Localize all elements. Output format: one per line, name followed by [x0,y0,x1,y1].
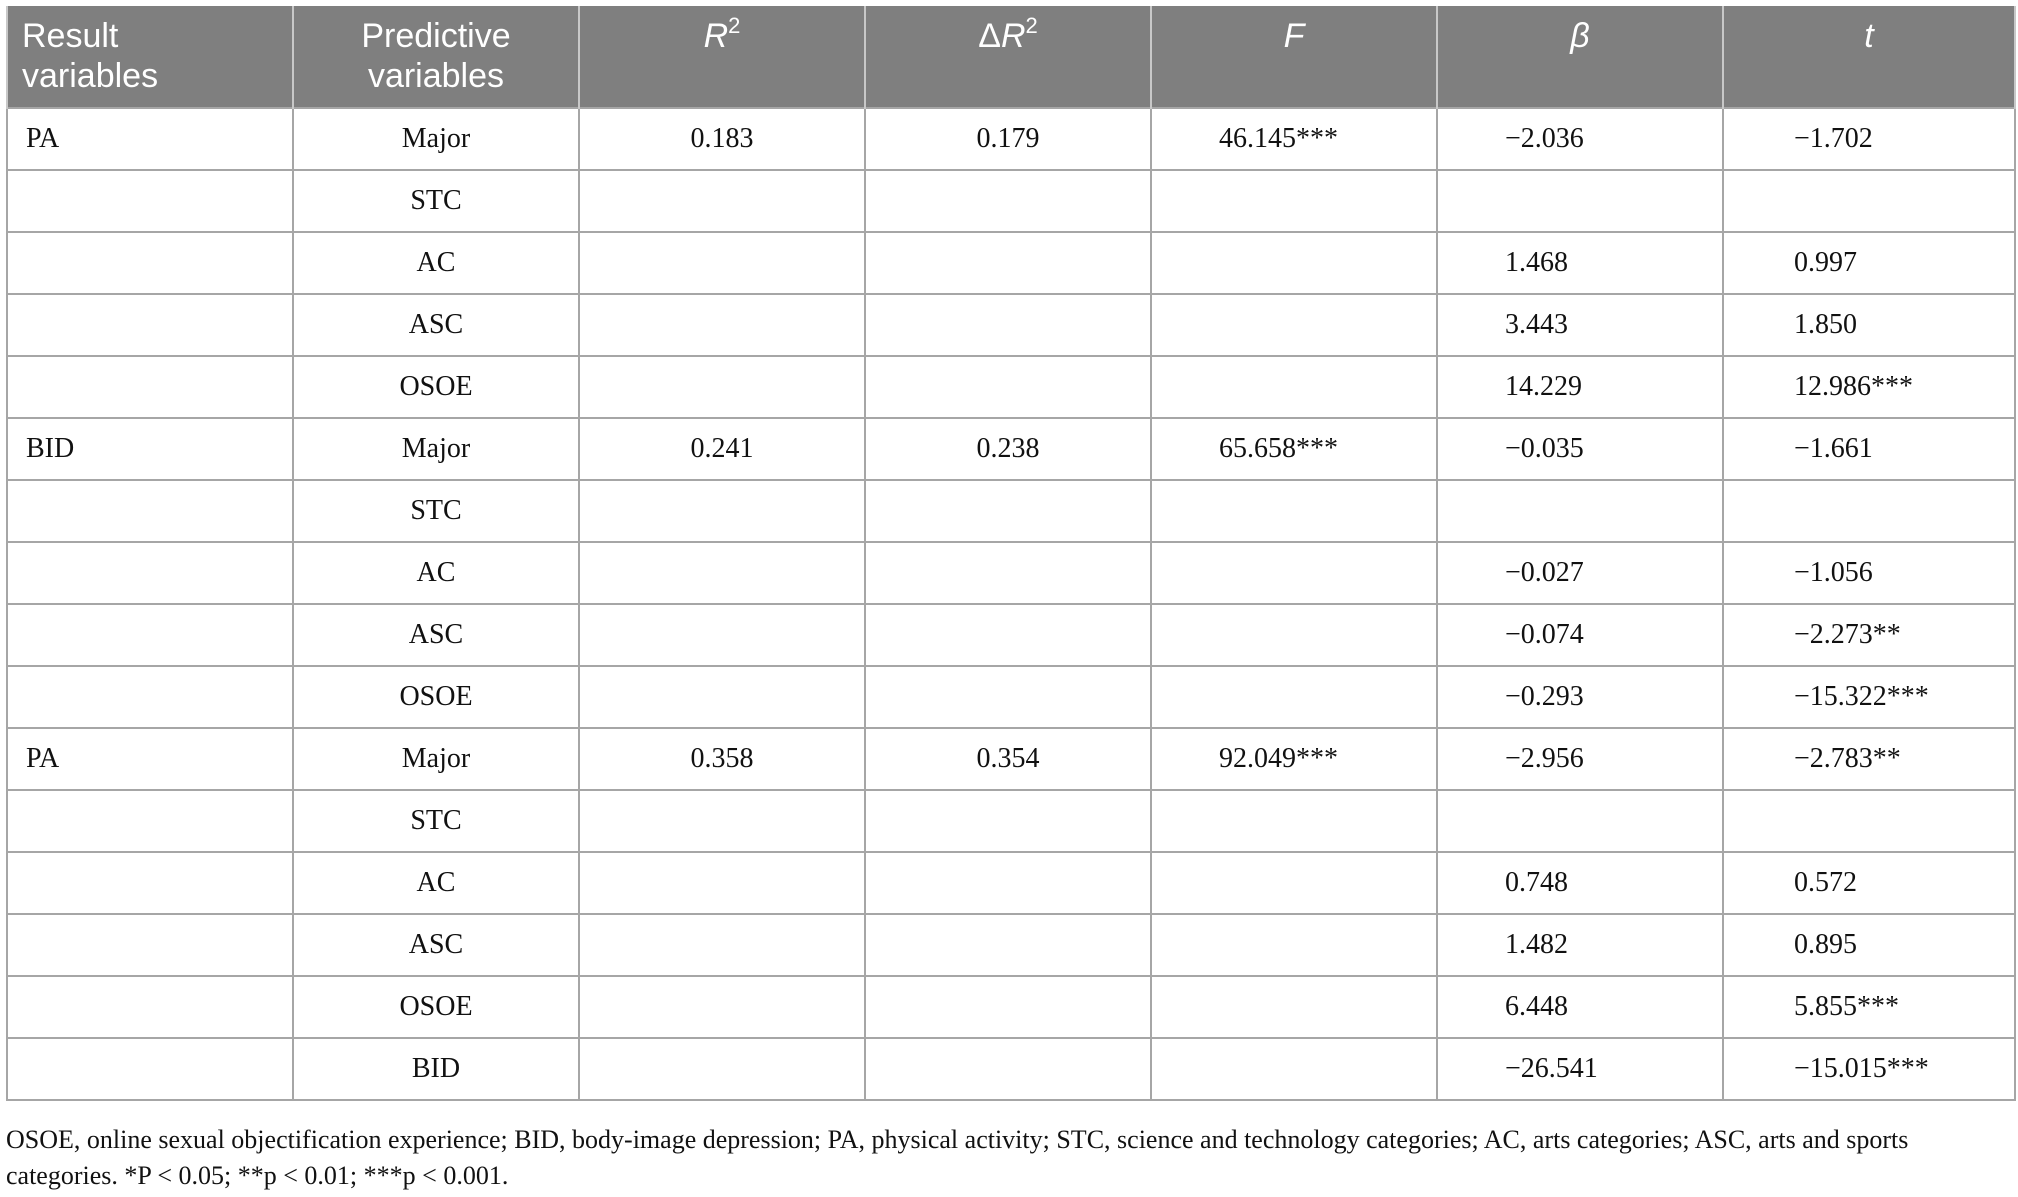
cell-predictive-variable [293,976,579,1038]
table-row [7,418,2015,480]
cell-r-squared-text: 0.183 [690,123,754,154]
cell-delta-r-squared [865,294,1151,356]
cell-beta-text: −2.956 [1505,743,1584,774]
regression-table-container [6,6,2014,1101]
header-f [1151,6,1437,108]
cell-predictive-variable [293,356,579,418]
cell-r-squared-text: 0.358 [690,743,754,774]
cell-result-variable [7,666,293,728]
cell-beta [1437,852,1723,914]
cell-predictive-variable-text: STC [410,185,462,216]
cell-predictive-variable [293,790,579,852]
cell-beta [1437,604,1723,666]
cell-predictive-variable-text: STC [410,495,462,526]
cell-f-value [1151,914,1437,976]
table-footnote [6,1122,2014,1194]
cell-f-value [1151,790,1437,852]
cell-beta [1437,294,1723,356]
header-f-symbol: F [1283,17,1305,55]
cell-r-squared [579,108,865,170]
cell-beta-text: −2.036 [1505,123,1584,154]
cell-result-variable [7,976,293,1038]
header-beta-symbol: β [1570,17,1590,55]
cell-t-value [1723,356,2015,418]
cell-delta-r-squared-text: 0.238 [976,433,1040,464]
cell-beta [1437,170,1723,232]
header-delta-r-sup: 2 [1025,13,1038,38]
header-result-line: Result variables [22,17,159,95]
cell-r-squared [579,976,865,1038]
cell-predictive-variable [293,170,579,232]
cell-r-squared [579,294,865,356]
cell-t-value-text: −15.015*** [1794,1053,1929,1084]
cell-predictive-variable-text: AC [416,557,456,588]
cell-t-value [1723,604,2015,666]
cell-beta [1437,666,1723,728]
cell-delta-r-squared [865,542,1151,604]
cell-r-squared [579,356,865,418]
regression-table [6,6,2016,1101]
cell-f-value [1151,294,1437,356]
cell-r-squared [579,170,865,232]
cell-t-value-text: −2.783** [1794,743,1901,774]
cell-delta-r-squared [865,232,1151,294]
cell-predictive-variable [293,666,579,728]
cell-predictive-variable-text: OSOE [399,991,473,1022]
cell-delta-r-squared-text: 0.179 [976,123,1040,154]
cell-delta-r-squared [865,790,1151,852]
table-row [7,976,2015,1038]
cell-f-value [1151,976,1437,1038]
cell-result-variable [7,170,293,232]
footnote-line-2: categories. *P < 0.05; **p < 0.01; ***p < 0.001. [6,1161,509,1190]
cell-f-value-text: 65.658*** [1219,433,1338,464]
cell-beta-text: −0.035 [1505,433,1584,464]
cell-beta-text: 6.448 [1505,991,1568,1022]
cell-predictive-variable-text: AC [416,247,456,278]
cell-beta-text: 0.748 [1505,867,1568,898]
cell-beta [1437,356,1723,418]
cell-t-value [1723,852,2015,914]
cell-beta [1437,1038,1723,1100]
header-delta-symbol: Δ [978,17,1001,55]
header-delta-r-symbol: R [1000,17,1026,55]
table-body [7,108,2015,1100]
cell-r-squared [579,232,865,294]
cell-predictive-variable-text: Major [401,433,471,464]
cell-r-squared-text: 0.241 [690,433,754,464]
table-row [7,852,2015,914]
cell-result-variable [7,294,293,356]
cell-result-variable [7,852,293,914]
cell-t-value-text: 0.572 [1794,867,1857,898]
cell-t-value-text: 12.986*** [1794,371,1913,402]
table-row [7,790,2015,852]
cell-beta-text: −0.027 [1505,557,1584,588]
header-beta [1437,6,1723,108]
header-r-squared [579,6,865,108]
cell-r-squared [579,418,865,480]
cell-f-value [1151,480,1437,542]
cell-result-variable [7,1038,293,1100]
cell-f-value [1151,232,1437,294]
cell-beta-text: −26.541 [1505,1053,1598,1084]
cell-predictive-variable-text: OSOE [399,681,473,712]
cell-r-squared [579,790,865,852]
cell-r-squared [579,852,865,914]
cell-result-variable [7,790,293,852]
cell-r-squared [579,542,865,604]
header-r-squared-sup: 2 [728,13,741,38]
cell-t-value [1723,480,2015,542]
cell-beta [1437,418,1723,480]
cell-f-value [1151,852,1437,914]
cell-result-variable-text: PA [26,123,60,154]
table-row [7,170,2015,232]
cell-f-value [1151,170,1437,232]
cell-predictive-variable-text: ASC [408,929,464,960]
table-row [7,480,2015,542]
cell-t-value-text: −15.322*** [1794,681,1929,712]
cell-t-value [1723,1038,2015,1100]
cell-beta-text: 3.443 [1505,309,1568,340]
cell-beta-text: 14.229 [1505,371,1582,402]
cell-t-value [1723,976,2015,1038]
cell-f-value [1151,728,1437,790]
cell-result-variable [7,728,293,790]
cell-r-squared [579,728,865,790]
cell-t-value [1723,790,2015,852]
table-row [7,666,2015,728]
cell-delta-r-squared [865,1038,1151,1100]
cell-predictive-variable [293,108,579,170]
cell-delta-r-squared [865,480,1151,542]
cell-result-variable [7,108,293,170]
table-row [7,604,2015,666]
cell-f-value-text: 46.145*** [1219,123,1338,154]
cell-t-value-text: 5.855*** [1794,991,1899,1022]
cell-f-value [1151,542,1437,604]
cell-t-value-text: −1.661 [1794,433,1873,464]
cell-f-value [1151,604,1437,666]
cell-result-variable [7,356,293,418]
cell-predictive-variable [293,914,579,976]
header-t-symbol: t [1864,17,1874,55]
cell-r-squared [579,914,865,976]
cell-delta-r-squared [865,604,1151,666]
cell-delta-r-squared [865,356,1151,418]
cell-predictive-variable-text: Major [401,123,471,154]
cell-delta-r-squared [865,666,1151,728]
cell-f-value [1151,108,1437,170]
cell-beta-text: 1.468 [1505,247,1568,278]
cell-result-variable [7,914,293,976]
table-row [7,294,2015,356]
cell-result-variable [7,604,293,666]
table-row [7,1038,2015,1100]
cell-t-value-text: 0.895 [1794,929,1857,960]
cell-predictive-variable [293,294,579,356]
header-r-squared-symbol: R [703,17,729,55]
cell-beta [1437,976,1723,1038]
cell-t-value [1723,914,2015,976]
cell-beta [1437,914,1723,976]
cell-t-value [1723,418,2015,480]
header-result-variables [7,6,293,108]
cell-t-value-text: −2.273** [1794,619,1901,650]
table-row [7,542,2015,604]
footnote-line-1: OSOE, online sexual objectification experience; BID, body-image depression; PA, physical activity; STC, science and technology categories; AC, arts categories; ASC, arts and sports [6,1125,1909,1154]
cell-predictive-variable [293,480,579,542]
cell-beta-text: −0.293 [1505,681,1584,712]
header-predictive-variables [293,6,579,108]
cell-f-value [1151,666,1437,728]
cell-delta-r-squared [865,108,1151,170]
cell-result-variable-text: BID [26,433,75,464]
header-row [7,6,2015,108]
cell-t-value-text: −1.702 [1794,123,1873,154]
header-predictive-line: Predictive variables [361,17,511,95]
cell-result-variable [7,542,293,604]
table-row [7,232,2015,294]
cell-predictive-variable [293,604,579,666]
cell-delta-r-squared [865,728,1151,790]
cell-r-squared [579,1038,865,1100]
cell-t-value [1723,294,2015,356]
cell-beta [1437,232,1723,294]
cell-predictive-variable-text: BID [411,1053,461,1084]
cell-result-variable-text: PA [26,743,60,774]
cell-predictive-variable [293,232,579,294]
cell-predictive-variable-text: ASC [408,309,464,340]
cell-t-value [1723,232,2015,294]
cell-predictive-variable-text: OSOE [399,371,473,402]
cell-t-value-text: −1.056 [1794,557,1873,588]
cell-delta-r-squared [865,170,1151,232]
cell-delta-r-squared [865,852,1151,914]
cell-r-squared [579,604,865,666]
cell-r-squared [579,480,865,542]
cell-f-value [1151,418,1437,480]
cell-t-value [1723,108,2015,170]
cell-beta-text: 1.482 [1505,929,1568,960]
cell-f-value [1151,1038,1437,1100]
cell-t-value-text: 1.850 [1794,309,1857,340]
cell-delta-r-squared [865,976,1151,1038]
cell-predictive-variable [293,418,579,480]
cell-t-value [1723,666,2015,728]
cell-beta [1437,108,1723,170]
cell-beta [1437,480,1723,542]
cell-beta [1437,542,1723,604]
table-header [7,6,2015,108]
cell-result-variable [7,418,293,480]
cell-t-value [1723,170,2015,232]
cell-delta-r-squared [865,418,1151,480]
cell-predictive-variable-text: ASC [408,619,464,650]
cell-predictive-variable [293,728,579,790]
table-row [7,914,2015,976]
header-delta-r-squared [865,6,1151,108]
cell-result-variable [7,232,293,294]
cell-result-variable [7,480,293,542]
cell-predictive-variable [293,852,579,914]
table-row [7,356,2015,418]
cell-predictive-variable-text: STC [410,805,462,836]
table-row [7,728,2015,790]
cell-predictive-variable [293,1038,579,1100]
header-t [1723,6,2015,108]
cell-beta [1437,790,1723,852]
cell-t-value [1723,728,2015,790]
cell-delta-r-squared [865,914,1151,976]
cell-delta-r-squared-text: 0.354 [976,743,1040,774]
cell-predictive-variable-text: Major [401,743,471,774]
cell-f-value [1151,356,1437,418]
cell-t-value-text: 0.997 [1794,247,1857,278]
cell-f-value-text: 92.049*** [1219,743,1338,774]
table-row [7,108,2015,170]
cell-t-value [1723,542,2015,604]
cell-beta [1437,728,1723,790]
cell-r-squared [579,666,865,728]
cell-predictive-variable [293,542,579,604]
cell-beta-text: −0.074 [1505,619,1584,650]
cell-predictive-variable-text: AC [416,867,456,898]
